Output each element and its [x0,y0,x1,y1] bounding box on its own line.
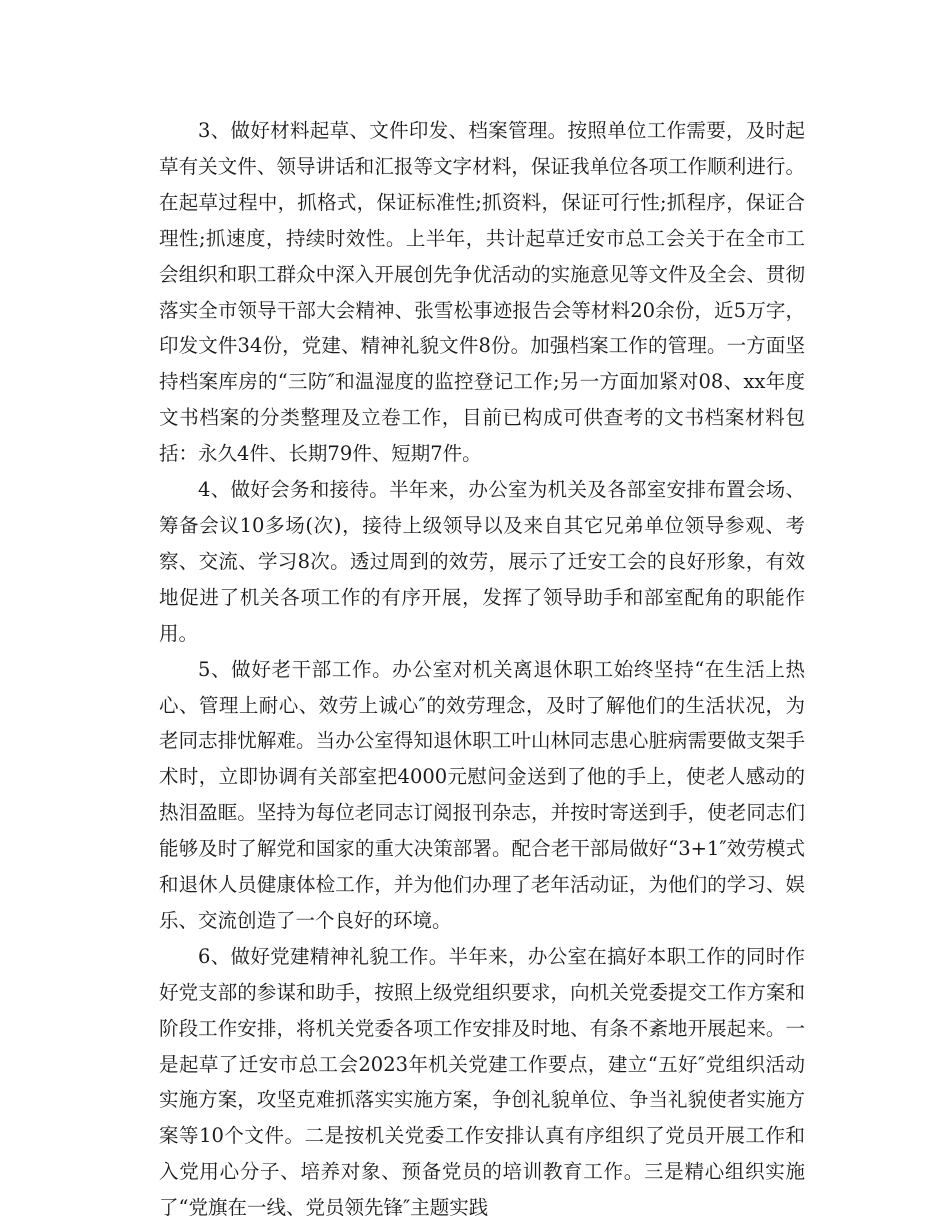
paragraph-item-6: 6、做好党建精神礼貌工作。半年来，办公室在搞好本职工作的同时作好党支部的参谋和助手，按照上级党组织要求，向机关党委提交工作方案和阶段工作安排，将机关党委各项工作安排及时地、有条不紊地开展起来。一是起草了迁安市总工会2023年机关党建工作要点，建立“五好″党组织活动实施方案，攻坚克难抓落实实施方案，争创礼貌单位、争当礼貌使者实施方案等10个文件。二是按机关党委工作安排认真有序组织了党员开展工作和入党用心分子、培养对象、预备党员的培训教育工作。三是精心组织实施了“党旗在一线、党员领先锋″主题实践 [159,944,805,1220]
document-body [159,113,805,1226]
paragraph-item-4: 4、做好会务和接待。半年来，办公室为机关及各部室安排布置会场、筹备会议10多场(次)，接待上级领导以及来自其它兄弟单位领导参观、考察、交流、学习8次。透过周到的效劳，展示了迁安工会的良好形象，有效地促进了机关各项工作的有序开展，发挥了领导助手和部室配角的职能作用。 [159,478,805,645]
paragraph-item-3: 3、做好材料起草、文件印发、档案管理。按照单位工作需要，及时起草有关文件、领导讲话和汇报等文字材料，保证我单位各项工作顺利进行。在起草过程中，抓格式，保证标准性;抓资料，保证可行性;抓程序，保证合理性;抓速度，持续时效性。上半年，共计起草迁安市总工会关于在全市工会组织和职工群众中深入开展创先争优活动的实施意见等文件及全会、贯彻落实全市领导干部大会精神、张雪松事迹报告会等材料20余份，近5万字，印发文件34份，党建、精神礼貌文件8份。加强档案工作的管理。一方面坚持档案库房的“三防″和温湿度的监控登记工作;另一方面加紧对08、xx年度文书档案的分类整理及立卷工作，目前已构成可供查考的文书档案材料包括：永久4件、长期79件、短期7件。 [159,119,805,466]
paragraph-item-5: 5、做好老干部工作。办公室对机关离退休职工始终坚持“在生活上热心、管理上耐心、效劳上诚心″的效劳理念，及时了解他们的生活状况，为老同志排忧解难。当办公室得知退休职工叶山林同志患心脏病需要做支架手术时，立即协调有关部室把4000元慰问金送到了他的手上，使老人感动的热泪盈眶。坚持为每位老同志订阅报刊杂志，并按时寄送到手，使老同志们能够及时了解党和国家的重大决策部署。配合老干部局做好“3+1″效劳模式和退休人员健康体检工作，并为他们办理了老年活动证，为他们的学习、娱乐、交流创造了一个良好的环境。 [159,657,805,932]
